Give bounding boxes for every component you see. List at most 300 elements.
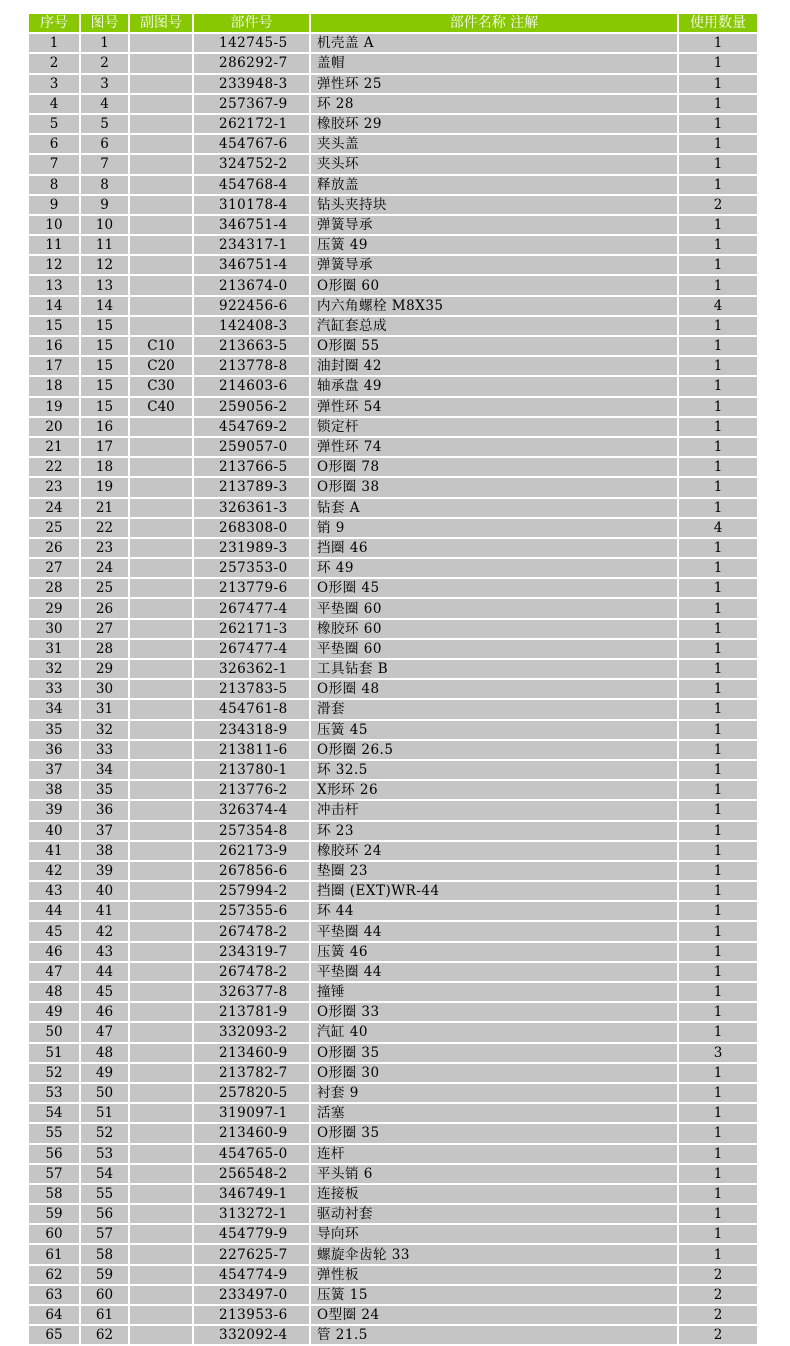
cell-part-no: 454765-0 [194, 1145, 309, 1163]
cell-seq: 25 [29, 519, 79, 537]
cell-seq: 55 [29, 1124, 79, 1142]
cell-fig: 15 [81, 337, 128, 355]
cell-qty: 3 [679, 1044, 757, 1062]
cell-name: 平头销 6 [311, 1165, 677, 1183]
cell-name: 衬套 9 [311, 1084, 677, 1102]
cell-qty: 1 [679, 1023, 757, 1041]
cell-subfig [130, 1306, 192, 1324]
cell-fig: 37 [81, 822, 128, 840]
table-row [29, 660, 757, 678]
cell-subfig [130, 95, 192, 113]
cell-seq: 62 [29, 1266, 79, 1284]
cell-name: 平垫圈 44 [311, 922, 677, 940]
cell-seq: 37 [29, 761, 79, 779]
cell-qty: 1 [679, 922, 757, 940]
cell-seq: 53 [29, 1084, 79, 1102]
cell-part-no: 234318-9 [194, 721, 309, 739]
cell-qty: 1 [679, 499, 757, 517]
cell-qty: 1 [679, 357, 757, 375]
cell-fig: 46 [81, 1003, 128, 1021]
cell-qty: 1 [679, 276, 757, 294]
cell-subfig [130, 1245, 192, 1263]
cell-fig: 11 [81, 236, 128, 254]
table-row [29, 115, 757, 133]
cell-name: O形圈 30 [311, 1064, 677, 1082]
cell-part-no: 213953-6 [194, 1306, 309, 1324]
table-row [29, 1326, 757, 1344]
cell-part-no: 259056-2 [194, 398, 309, 416]
cell-seq: 11 [29, 236, 79, 254]
table-row [29, 418, 757, 436]
cell-qty: 1 [679, 640, 757, 658]
table-row [29, 1266, 757, 1284]
cell-fig: 49 [81, 1064, 128, 1082]
cell-qty: 1 [679, 539, 757, 557]
cell-part-no: 257353-0 [194, 559, 309, 577]
cell-qty: 1 [679, 236, 757, 254]
cell-fig: 33 [81, 741, 128, 759]
cell-name: O形圈 45 [311, 579, 677, 597]
cell-part-no: 257354-8 [194, 822, 309, 840]
cell-subfig [130, 1124, 192, 1142]
cell-name: 销 9 [311, 519, 677, 537]
cell-seq: 20 [29, 418, 79, 436]
cell-seq: 10 [29, 216, 79, 234]
cell-qty: 1 [679, 377, 757, 395]
cell-part-no: 326377-8 [194, 983, 309, 1001]
table-row [29, 499, 757, 517]
table-row [29, 882, 757, 900]
cell-subfig [130, 519, 192, 537]
cell-seq: 3 [29, 75, 79, 93]
table-row [29, 822, 757, 840]
cell-part-no: 257994-2 [194, 882, 309, 900]
cell-seq: 21 [29, 438, 79, 456]
table-row [29, 357, 757, 375]
cell-seq: 13 [29, 276, 79, 294]
parts-body [29, 34, 757, 1344]
cell-subfig [130, 1104, 192, 1122]
table-row [29, 579, 757, 597]
cell-seq: 36 [29, 741, 79, 759]
cell-fig: 4 [81, 95, 128, 113]
cell-seq: 15 [29, 317, 79, 335]
cell-fig: 40 [81, 882, 128, 900]
cell-part-no: 310178-4 [194, 196, 309, 214]
cell-seq: 19 [29, 398, 79, 416]
cell-qty: 1 [679, 1003, 757, 1021]
cell-subfig [130, 1064, 192, 1082]
cell-subfig [130, 297, 192, 315]
cell-part-no: 213780-1 [194, 761, 309, 779]
header-name: 部件名称 注解 [311, 14, 677, 32]
cell-name: 机壳盖 A [311, 34, 677, 52]
table-row [29, 761, 757, 779]
cell-subfig [130, 196, 192, 214]
cell-qty: 1 [679, 579, 757, 597]
cell-qty: 1 [679, 458, 757, 476]
cell-qty: 1 [679, 620, 757, 638]
cell-name: 钻头夹持块 [311, 196, 677, 214]
cell-part-no: 332092-4 [194, 1326, 309, 1344]
cell-fig: 12 [81, 256, 128, 274]
cell-part-no: 922456-6 [194, 297, 309, 315]
cell-seq: 43 [29, 882, 79, 900]
cell-part-no: 319097-1 [194, 1104, 309, 1122]
cell-qty: 1 [679, 75, 757, 93]
cell-part-no: 142745-5 [194, 34, 309, 52]
table-row [29, 842, 757, 860]
cell-qty: 1 [679, 135, 757, 153]
cell-name: 汽缸套总成 [311, 317, 677, 335]
cell-qty: 4 [679, 519, 757, 537]
cell-subfig [130, 458, 192, 476]
cell-seq: 40 [29, 822, 79, 840]
cell-qty: 1 [679, 822, 757, 840]
cell-name: 橡胶环 24 [311, 842, 677, 860]
cell-subfig: C30 [130, 377, 192, 395]
table-row [29, 216, 757, 234]
cell-seq: 42 [29, 862, 79, 880]
table-row [29, 1286, 757, 1304]
cell-qty: 1 [679, 741, 757, 759]
cell-fig: 19 [81, 478, 128, 496]
cell-part-no: 262173-9 [194, 842, 309, 860]
cell-part-no: 267856-6 [194, 862, 309, 880]
cell-seq: 4 [29, 95, 79, 113]
cell-seq: 29 [29, 599, 79, 617]
cell-name: 管 21.5 [311, 1326, 677, 1344]
cell-subfig [130, 1165, 192, 1183]
cell-seq: 2 [29, 54, 79, 72]
header-fig: 图号 [81, 14, 128, 32]
cell-subfig [130, 478, 192, 496]
cell-fig: 27 [81, 620, 128, 638]
cell-subfig [130, 721, 192, 739]
table-row [29, 75, 757, 93]
cell-qty: 1 [679, 256, 757, 274]
cell-name: 螺旋伞齿轮 33 [311, 1245, 677, 1263]
cell-qty: 2 [679, 1306, 757, 1324]
cell-part-no: 454779-9 [194, 1225, 309, 1243]
cell-seq: 6 [29, 135, 79, 153]
cell-seq: 24 [29, 499, 79, 517]
cell-qty: 1 [679, 882, 757, 900]
table-row [29, 1205, 757, 1223]
cell-qty: 1 [679, 155, 757, 173]
cell-fig: 34 [81, 761, 128, 779]
cell-name: 弹性环 54 [311, 398, 677, 416]
cell-part-no: 142408-3 [194, 317, 309, 335]
table-row [29, 902, 757, 920]
cell-subfig [130, 438, 192, 456]
header-part-no: 部件号 [194, 14, 309, 32]
cell-seq: 31 [29, 640, 79, 658]
cell-part-no: 267477-4 [194, 599, 309, 617]
table-row [29, 1084, 757, 1102]
cell-name: O型圈 24 [311, 1306, 677, 1324]
cell-part-no: 262171-3 [194, 620, 309, 638]
cell-subfig [130, 155, 192, 173]
cell-fig: 62 [81, 1326, 128, 1344]
cell-subfig [130, 317, 192, 335]
cell-seq: 65 [29, 1326, 79, 1344]
cell-name: 活塞 [311, 1104, 677, 1122]
cell-fig: 6 [81, 135, 128, 153]
cell-fig: 15 [81, 357, 128, 375]
cell-fig: 21 [81, 499, 128, 517]
table-row [29, 963, 757, 981]
table-row [29, 922, 757, 940]
cell-subfig [130, 1326, 192, 1344]
cell-seq: 1 [29, 34, 79, 52]
cell-seq: 49 [29, 1003, 79, 1021]
cell-qty: 1 [679, 862, 757, 880]
cell-part-no: 233948-3 [194, 75, 309, 93]
table-row [29, 599, 757, 617]
cell-part-no: 213789-3 [194, 478, 309, 496]
table-row [29, 317, 757, 335]
cell-part-no: 454767-6 [194, 135, 309, 153]
table-row [29, 1165, 757, 1183]
cell-fig: 42 [81, 922, 128, 940]
cell-name: 连杆 [311, 1145, 677, 1163]
cell-name: 撞锤 [311, 983, 677, 1001]
cell-fig: 31 [81, 700, 128, 718]
cell-qty: 1 [679, 1185, 757, 1203]
cell-fig: 3 [81, 75, 128, 93]
cell-qty: 1 [679, 438, 757, 456]
table-row [29, 1185, 757, 1203]
table-row [29, 135, 757, 153]
cell-qty: 1 [679, 599, 757, 617]
cell-seq: 12 [29, 256, 79, 274]
cell-name: 挡圈 46 [311, 539, 677, 557]
cell-name: 内六角螺栓 M8X35 [311, 297, 677, 315]
cell-part-no: 234317-1 [194, 236, 309, 254]
cell-seq: 57 [29, 1165, 79, 1183]
cell-seq: 8 [29, 176, 79, 194]
cell-part-no: 213781-9 [194, 1003, 309, 1021]
cell-seq: 54 [29, 1104, 79, 1122]
cell-seq: 63 [29, 1286, 79, 1304]
cell-name: 橡胶环 60 [311, 620, 677, 638]
cell-name: 冲击杆 [311, 801, 677, 819]
table-row [29, 458, 757, 476]
cell-qty: 1 [679, 176, 757, 194]
table-row [29, 943, 757, 961]
cell-fig: 35 [81, 781, 128, 799]
cell-seq: 28 [29, 579, 79, 597]
cell-subfig [130, 115, 192, 133]
cell-qty: 1 [679, 216, 757, 234]
cell-subfig [130, 862, 192, 880]
cell-subfig [130, 620, 192, 638]
cell-subfig [130, 1286, 192, 1304]
cell-part-no: 262172-1 [194, 115, 309, 133]
cell-name: 连接板 [311, 1185, 677, 1203]
cell-qty: 1 [679, 337, 757, 355]
cell-qty: 1 [679, 983, 757, 1001]
cell-subfig [130, 34, 192, 52]
cell-name: 驱动衬套 [311, 1205, 677, 1223]
cell-name: 油封圈 42 [311, 357, 677, 375]
cell-seq: 59 [29, 1205, 79, 1223]
cell-seq: 39 [29, 801, 79, 819]
cell-qty: 1 [679, 1084, 757, 1102]
cell-subfig [130, 75, 192, 93]
cell-part-no: 213783-5 [194, 680, 309, 698]
cell-name: 汽缸 40 [311, 1023, 677, 1041]
cell-name: 弹性环 25 [311, 75, 677, 93]
cell-qty: 1 [679, 115, 757, 133]
cell-name: 橡胶环 29 [311, 115, 677, 133]
table-header-row [29, 14, 757, 32]
cell-seq: 51 [29, 1044, 79, 1062]
cell-seq: 9 [29, 196, 79, 214]
cell-part-no: 213782-7 [194, 1064, 309, 1082]
cell-qty: 1 [679, 1145, 757, 1163]
parts-table [27, 12, 759, 1346]
cell-subfig [130, 579, 192, 597]
table-row [29, 236, 757, 254]
table-row [29, 1124, 757, 1142]
cell-subfig [130, 922, 192, 940]
table-row [29, 54, 757, 72]
cell-part-no: 332093-2 [194, 1023, 309, 1041]
table-row [29, 155, 757, 173]
cell-fig: 57 [81, 1225, 128, 1243]
cell-seq: 47 [29, 963, 79, 981]
cell-name: 平垫圈 60 [311, 640, 677, 658]
cell-subfig [130, 781, 192, 799]
cell-subfig: C20 [130, 357, 192, 375]
cell-qty: 1 [679, 418, 757, 436]
cell-fig: 25 [81, 579, 128, 597]
cell-part-no: 214603-6 [194, 377, 309, 395]
cell-part-no: 213811-6 [194, 741, 309, 759]
table-row [29, 801, 757, 819]
cell-subfig [130, 176, 192, 194]
cell-fig: 47 [81, 1023, 128, 1041]
cell-part-no: 454761-8 [194, 700, 309, 718]
table-row [29, 398, 757, 416]
cell-subfig [130, 1084, 192, 1102]
cell-name: O形圈 78 [311, 458, 677, 476]
table-row [29, 297, 757, 315]
cell-qty: 1 [679, 761, 757, 779]
cell-seq: 41 [29, 842, 79, 860]
cell-fig: 32 [81, 721, 128, 739]
cell-fig: 30 [81, 680, 128, 698]
cell-qty: 1 [679, 1205, 757, 1223]
cell-name: O形圈 60 [311, 276, 677, 294]
table-row [29, 1306, 757, 1324]
cell-name: 平垫圈 44 [311, 963, 677, 981]
cell-name: O形圈 35 [311, 1124, 677, 1142]
table-row [29, 377, 757, 395]
cell-fig: 48 [81, 1044, 128, 1062]
cell-name: 环 32.5 [311, 761, 677, 779]
cell-subfig [130, 418, 192, 436]
cell-fig: 15 [81, 377, 128, 395]
cell-subfig [130, 599, 192, 617]
cell-fig: 45 [81, 983, 128, 1001]
cell-fig: 50 [81, 1084, 128, 1102]
cell-fig: 44 [81, 963, 128, 981]
cell-part-no: 268308-0 [194, 519, 309, 537]
cell-subfig [130, 54, 192, 72]
cell-qty: 1 [679, 801, 757, 819]
cell-seq: 45 [29, 922, 79, 940]
cell-part-no: 213460-9 [194, 1124, 309, 1142]
cell-seq: 5 [29, 115, 79, 133]
cell-subfig [130, 640, 192, 658]
cell-fig: 18 [81, 458, 128, 476]
cell-name: 弹性板 [311, 1266, 677, 1284]
cell-seq: 16 [29, 337, 79, 355]
cell-fig: 38 [81, 842, 128, 860]
cell-part-no: 233497-0 [194, 1286, 309, 1304]
cell-seq: 30 [29, 620, 79, 638]
cell-part-no: 454774-9 [194, 1266, 309, 1284]
table-row [29, 700, 757, 718]
cell-name: 滑套 [311, 700, 677, 718]
cell-part-no: 454769-2 [194, 418, 309, 436]
cell-qty: 1 [679, 317, 757, 335]
cell-fig: 36 [81, 801, 128, 819]
cell-qty: 1 [679, 963, 757, 981]
cell-seq: 32 [29, 660, 79, 678]
cell-part-no: 213663-5 [194, 337, 309, 355]
cell-part-no: 346749-1 [194, 1185, 309, 1203]
cell-subfig [130, 882, 192, 900]
header-subfig: 副图号 [130, 14, 192, 32]
cell-seq: 33 [29, 680, 79, 698]
cell-fig: 28 [81, 640, 128, 658]
cell-part-no: 257355-6 [194, 902, 309, 920]
cell-fig: 23 [81, 539, 128, 557]
cell-name: 压簧 49 [311, 236, 677, 254]
cell-fig: 55 [81, 1185, 128, 1203]
cell-name: 工具钻套 B [311, 660, 677, 678]
cell-part-no: 213778-8 [194, 357, 309, 375]
cell-qty: 1 [679, 54, 757, 72]
cell-name: 压簧 45 [311, 721, 677, 739]
table-row [29, 983, 757, 1001]
cell-seq: 46 [29, 943, 79, 961]
cell-name: 锁定杆 [311, 418, 677, 436]
cell-fig: 29 [81, 660, 128, 678]
table-row [29, 1245, 757, 1263]
cell-qty: 1 [679, 700, 757, 718]
cell-part-no: 267477-4 [194, 640, 309, 658]
cell-fig: 22 [81, 519, 128, 537]
cell-part-no: 213460-9 [194, 1044, 309, 1062]
cell-qty: 1 [679, 721, 757, 739]
cell-name: 导向环 [311, 1225, 677, 1243]
cell-subfig [130, 1003, 192, 1021]
cell-seq: 52 [29, 1064, 79, 1082]
cell-seq: 7 [29, 155, 79, 173]
cell-subfig [130, 1023, 192, 1041]
cell-qty: 4 [679, 297, 757, 315]
table-row [29, 741, 757, 759]
cell-name: 弹簧导承 [311, 256, 677, 274]
cell-seq: 22 [29, 458, 79, 476]
cell-subfig [130, 135, 192, 153]
table-row [29, 721, 757, 739]
